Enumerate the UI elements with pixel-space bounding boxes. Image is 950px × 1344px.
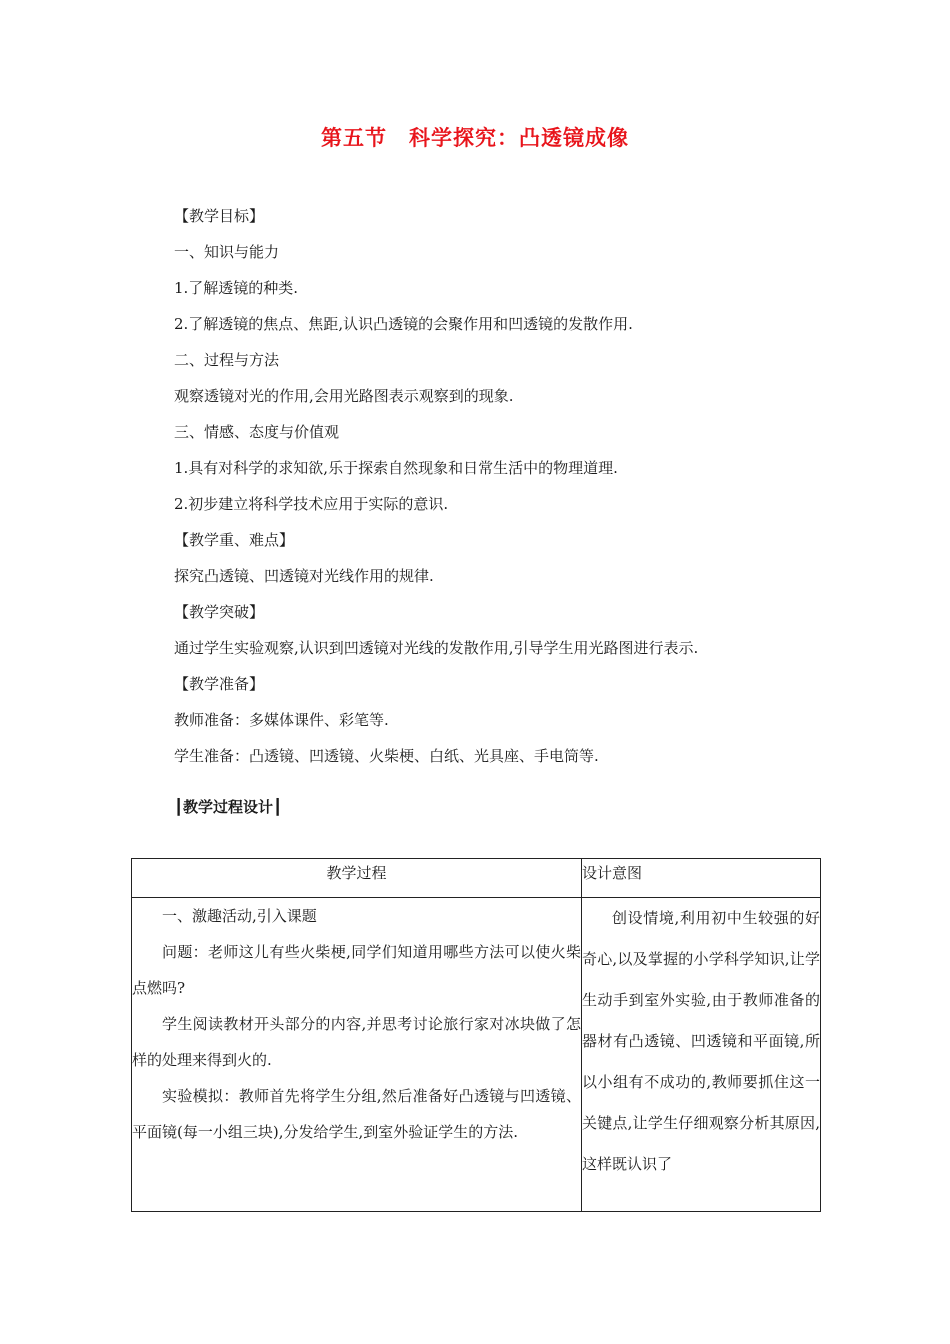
- process-paragraph: 实验模拟：教师首先将学生分组,然后准备好凸透镜与凹透镜、平面镜(每一小组三块),分发给学生,到室外验证学生的方法.: [132, 1087, 581, 1141]
- header-teaching-process: 教学过程: [132, 859, 582, 898]
- header-design-intent: 设计意图: [582, 859, 821, 898]
- intent-cell: [582, 898, 821, 1212]
- breakthrough-text: 通过学生实验观察,认识到凹透镜对光线的发散作用,引导学生用光路图进行表示.: [174, 639, 699, 657]
- section-heading-preparation: 【教学准备】: [174, 675, 265, 693]
- process-design-table: [131, 858, 821, 1212]
- objective-item: 2.初步建立将科学技术应用于实际的意识.: [174, 495, 449, 513]
- section-heading-breakthrough: 【教学突破】: [174, 603, 265, 621]
- process-design-heading: ┃教学过程设计┃: [174, 798, 283, 816]
- page-title: 第五节 科学探究：凸透镜成像: [321, 126, 629, 150]
- objective-item: 1.具有对科学的求知欲,乐于探索自然现象和日常生活中的物理道理.: [174, 459, 618, 477]
- objective-item: 观察透镜对光的作用,会用光路图表示观察到的现象.: [174, 387, 514, 405]
- table-row: [132, 898, 821, 1212]
- objective-item: 2.了解透镜的焦点、焦距,认识凸透镜的会聚作用和凹透镜的发散作用.: [174, 315, 633, 333]
- objective-item: 1.了解透镜的种类.: [174, 279, 299, 297]
- objective-heading-knowledge: 一、知识与能力: [174, 243, 280, 261]
- intent-paragraph: 创设情境,利用初中生较强的好奇心,以及掌握的小学科学知识,让学生动手到室外实验,由于教师准备的器材有凸透镜、凹透镜和平面镜,所以小组有不成功的,教师要抓住这一关键点,让学生仔细观察分析其原因,这样既认识了: [582, 909, 820, 1173]
- objective-heading-values: 三、情感、态度与价值观: [174, 423, 340, 441]
- process-paragraph: 一、激趣活动,引入课题: [162, 907, 317, 925]
- section-heading-key-points: 【教学重、难点】: [174, 531, 295, 549]
- process-paragraph: 学生阅读教材开头部分的内容,并思考讨论旅行家对冰块做了怎样的处理来得到火的.: [132, 1015, 581, 1069]
- process-cell: [132, 898, 582, 1212]
- student-preparation: 学生准备：凸透镜、凹透镜、火柴梗、白纸、光具座、手电筒等.: [174, 747, 599, 765]
- teacher-preparation: 教师准备：多媒体课件、彩笔等.: [174, 711, 389, 729]
- table-header-row: [132, 859, 821, 898]
- section-heading-objectives: 【教学目标】: [174, 207, 265, 225]
- process-paragraph: 问题：老师这儿有些火柴梗,同学们知道用哪些方法可以使火柴点燃吗?: [132, 943, 581, 997]
- key-points-text: 探究凸透镜、凹透镜对光线作用的规律.: [174, 567, 434, 585]
- lesson-body: [174, 198, 894, 774]
- objective-heading-process: 二、过程与方法: [174, 351, 280, 369]
